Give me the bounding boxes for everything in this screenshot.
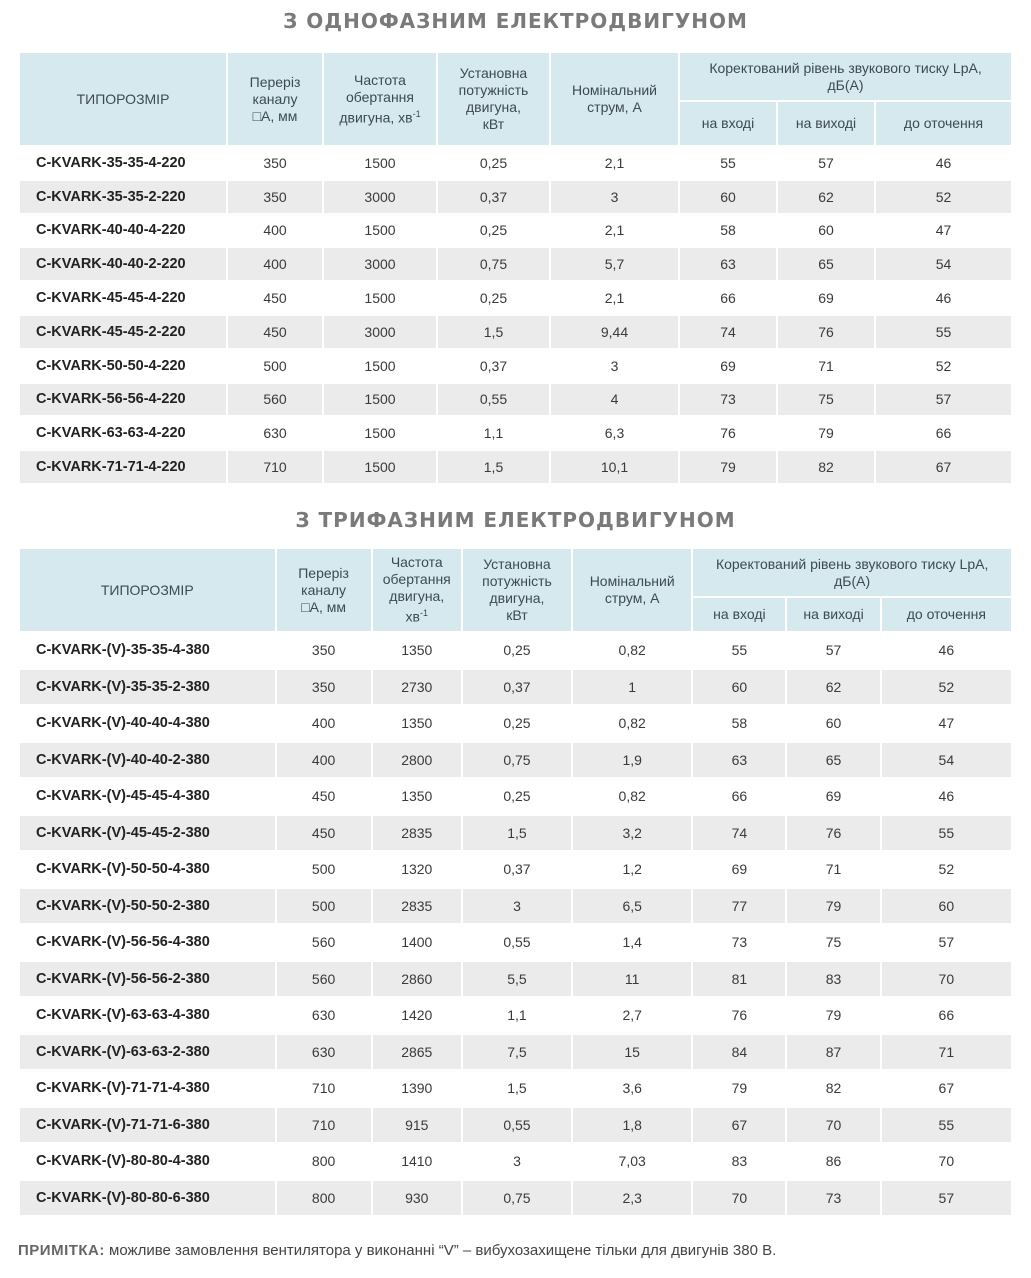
noise-inlet-cell: 58 bbox=[693, 706, 785, 743]
noise-outlet-cell: 86 bbox=[787, 1144, 879, 1181]
noise-inlet-cell: 81 bbox=[693, 962, 785, 999]
section-title-single-phase: З ОДНОФАЗНИМ ЕЛЕКТРОДВИГУНОМ bbox=[283, 9, 748, 33]
noise-outlet-cell: 76 bbox=[787, 816, 879, 853]
single-phase-spec-table bbox=[18, 53, 1013, 485]
header-noise-ambient: до оточення bbox=[876, 102, 1011, 147]
rotation-speed-cell: 1500 bbox=[324, 350, 436, 384]
motor-power-cell: 1,1 bbox=[438, 417, 549, 451]
header-rated-current: Номінальний струм, А bbox=[551, 53, 678, 147]
noise-inlet-cell: 74 bbox=[693, 816, 785, 853]
header-noise-inlet: на вході bbox=[680, 102, 776, 147]
motor-power-cell: 0,25 bbox=[463, 779, 571, 816]
rated-current-cell: 2,7 bbox=[573, 998, 691, 1035]
table-row bbox=[20, 417, 1011, 451]
noise-ambient-cell: 70 bbox=[882, 1144, 1011, 1181]
motor-power-cell: 0,55 bbox=[463, 1108, 571, 1145]
motor-power-cell: 0,37 bbox=[463, 852, 571, 889]
motor-power-cell: 0,75 bbox=[463, 743, 571, 780]
rated-current-cell: 2,3 bbox=[573, 1181, 691, 1218]
table-row bbox=[20, 962, 1011, 999]
table-row bbox=[20, 316, 1011, 350]
motor-power-cell: 0,37 bbox=[438, 350, 549, 384]
rotation-speed-cell: 2865 bbox=[373, 1035, 461, 1072]
model-cell: C-KVARK-(V)-35-35-4-380 bbox=[20, 633, 275, 670]
duct-section-cell: 800 bbox=[277, 1181, 371, 1218]
header-motor-power: Установна потужність двигуна, кВт bbox=[438, 53, 549, 147]
table-row bbox=[20, 1144, 1011, 1181]
motor-power-cell: 1,5 bbox=[463, 1071, 571, 1108]
noise-ambient-cell: 66 bbox=[882, 998, 1011, 1035]
duct-section-cell: 450 bbox=[228, 316, 322, 350]
duct-section-cell: 710 bbox=[277, 1108, 371, 1145]
header-duct-section: Переріз каналу □А, мм bbox=[277, 549, 371, 633]
rotation-speed-cell: 1350 bbox=[373, 706, 461, 743]
noise-outlet-cell: 79 bbox=[787, 998, 879, 1035]
model-cell: C-KVARK-63-63-4-220 bbox=[20, 417, 226, 451]
duct-section-cell: 350 bbox=[277, 633, 371, 670]
model-cell: C-KVARK-56-56-4-220 bbox=[20, 384, 226, 418]
model-cell: C-KVARK-(V)-35-35-2-380 bbox=[20, 670, 275, 707]
rotation-speed-cell: 2800 bbox=[373, 743, 461, 780]
noise-inlet-cell: 76 bbox=[680, 417, 776, 451]
rotation-speed-cell: 1350 bbox=[373, 633, 461, 670]
model-cell: C-KVARK-(V)-45-45-2-380 bbox=[20, 816, 275, 853]
duct-section-cell: 350 bbox=[228, 181, 322, 215]
table-row bbox=[20, 1108, 1011, 1145]
noise-ambient-cell: 46 bbox=[876, 282, 1011, 316]
noise-outlet-cell: 60 bbox=[778, 215, 874, 249]
table-row bbox=[20, 282, 1011, 316]
header-noise-outlet: на виході bbox=[778, 102, 874, 147]
rated-current-cell: 0,82 bbox=[573, 706, 691, 743]
model-cell: C-KVARK-(V)-63-63-4-380 bbox=[20, 998, 275, 1035]
duct-section-cell: 450 bbox=[277, 816, 371, 853]
duct-section-cell: 400 bbox=[277, 706, 371, 743]
noise-ambient-cell: 54 bbox=[876, 248, 1011, 282]
noise-ambient-cell: 55 bbox=[882, 816, 1011, 853]
noise-outlet-cell: 75 bbox=[787, 925, 879, 962]
footnote-text: можливе замовлення вентилятора у виконанні “V” – вибухозахищене тільки для двигунів 380 В. bbox=[104, 1242, 777, 1259]
model-cell: C-KVARK-(V)-71-71-4-380 bbox=[20, 1071, 275, 1108]
rotation-speed-cell: 2730 bbox=[373, 670, 461, 707]
noise-inlet-cell: 70 bbox=[693, 1181, 785, 1218]
model-cell: C-KVARK-35-35-4-220 bbox=[20, 147, 226, 181]
rotation-speed-cell: 1500 bbox=[324, 215, 436, 249]
duct-section-cell: 630 bbox=[228, 417, 322, 451]
noise-outlet-cell: 65 bbox=[787, 743, 879, 780]
noise-inlet-cell: 63 bbox=[693, 743, 785, 780]
duct-section-cell: 560 bbox=[277, 925, 371, 962]
noise-outlet-cell: 60 bbox=[787, 706, 879, 743]
duct-section-cell: 630 bbox=[277, 1035, 371, 1072]
motor-power-cell: 1,5 bbox=[438, 316, 549, 350]
noise-inlet-cell: 79 bbox=[693, 1071, 785, 1108]
motor-power-cell: 1,1 bbox=[463, 998, 571, 1035]
header-model: ТИПОРОЗМІР bbox=[20, 53, 226, 147]
rotation-speed-cell: 930 bbox=[373, 1181, 461, 1218]
noise-ambient-cell: 47 bbox=[882, 706, 1011, 743]
header-motor-power: Установна потужність двигуна, кВт bbox=[463, 549, 571, 633]
rated-current-cell: 3 bbox=[551, 350, 678, 384]
rated-current-cell: 6,3 bbox=[551, 417, 678, 451]
noise-ambient-cell: 52 bbox=[876, 350, 1011, 384]
model-cell: C-KVARK-71-71-4-220 bbox=[20, 451, 226, 485]
model-cell: C-KVARK-(V)-45-45-4-380 bbox=[20, 779, 275, 816]
noise-ambient-cell: 66 bbox=[876, 417, 1011, 451]
header-rotation-speed: Частота обертання двигуна, $хв^{-1}$ bbox=[324, 53, 436, 147]
rated-current-cell: 1,2 bbox=[573, 852, 691, 889]
noise-ambient-cell: 67 bbox=[882, 1071, 1011, 1108]
rotation-speed-cell: 1420 bbox=[373, 998, 461, 1035]
model-cell: C-KVARK-45-45-2-220 bbox=[20, 316, 226, 350]
rated-current-cell: 4 bbox=[551, 384, 678, 418]
noise-ambient-cell: 54 bbox=[882, 743, 1011, 780]
noise-inlet-cell: 69 bbox=[680, 350, 776, 384]
motor-power-cell: 5,5 bbox=[463, 962, 571, 999]
rotation-speed-cell: 915 bbox=[373, 1108, 461, 1145]
noise-outlet-cell: 71 bbox=[778, 350, 874, 384]
noise-ambient-cell: 60 bbox=[882, 889, 1011, 926]
rated-current-cell: 2,1 bbox=[551, 215, 678, 249]
rated-current-cell: 1,4 bbox=[573, 925, 691, 962]
noise-ambient-cell: 46 bbox=[876, 147, 1011, 181]
noise-outlet-cell: 62 bbox=[778, 181, 874, 215]
model-cell: C-KVARK-45-45-4-220 bbox=[20, 282, 226, 316]
header-noise-level: Коректований рівень звукового тиску LpA, дБ(А) bbox=[693, 549, 1011, 598]
motor-power-cell: 1,5 bbox=[463, 816, 571, 853]
duct-section-cell: 560 bbox=[277, 962, 371, 999]
noise-ambient-cell: 55 bbox=[876, 316, 1011, 350]
model-cell: C-KVARK-(V)-50-50-2-380 bbox=[20, 889, 275, 926]
noise-outlet-cell: 57 bbox=[778, 147, 874, 181]
model-cell: C-KVARK-40-40-4-220 bbox=[20, 215, 226, 249]
header-duct-section: Переріз каналу □А, мм bbox=[228, 53, 322, 147]
motor-power-cell: 7,5 bbox=[463, 1035, 571, 1072]
model-cell: C-KVARK-(V)-80-80-6-380 bbox=[20, 1181, 275, 1218]
noise-outlet-cell: 65 bbox=[778, 248, 874, 282]
header-noise-ambient: до оточення bbox=[882, 598, 1011, 633]
rotation-speed-cell: 2835 bbox=[373, 889, 461, 926]
rotation-speed-cell: 1350 bbox=[373, 779, 461, 816]
noise-ambient-cell: 70 bbox=[882, 962, 1011, 999]
model-cell: C-KVARK-40-40-2-220 bbox=[20, 248, 226, 282]
rated-current-cell: 0,82 bbox=[573, 779, 691, 816]
noise-outlet-cell: 79 bbox=[778, 417, 874, 451]
noise-inlet-cell: 58 bbox=[680, 215, 776, 249]
table-row bbox=[20, 451, 1011, 485]
motor-power-cell: 0,25 bbox=[438, 147, 549, 181]
model-cell: C-KVARK-(V)-40-40-4-380 bbox=[20, 706, 275, 743]
rotation-speed-cell: 2860 bbox=[373, 962, 461, 999]
model-cell: C-KVARK-35-35-2-220 bbox=[20, 181, 226, 215]
rotation-speed-cell: 1500 bbox=[324, 282, 436, 316]
noise-ambient-cell: 57 bbox=[882, 1181, 1011, 1218]
noise-outlet-cell: 82 bbox=[778, 451, 874, 485]
table-row bbox=[20, 215, 1011, 249]
table-row bbox=[20, 889, 1011, 926]
three-phase-spec-table bbox=[18, 549, 1013, 1217]
duct-section-cell: 450 bbox=[228, 282, 322, 316]
table-row bbox=[20, 743, 1011, 780]
noise-ambient-cell: 52 bbox=[882, 852, 1011, 889]
rotation-speed-cell: 1400 bbox=[373, 925, 461, 962]
noise-ambient-cell: 46 bbox=[882, 633, 1011, 670]
header-model: ТИПОРОЗМІР bbox=[20, 549, 275, 633]
rotation-speed-cell: 1500 bbox=[324, 384, 436, 418]
noise-outlet-cell: 57 bbox=[787, 633, 879, 670]
header-rated-current: Номінальний струм, А bbox=[573, 549, 691, 633]
noise-outlet-cell: 87 bbox=[787, 1035, 879, 1072]
rated-current-cell: 0,82 bbox=[573, 633, 691, 670]
model-cell: C-KVARK-(V)-56-56-4-380 bbox=[20, 925, 275, 962]
noise-inlet-cell: 83 bbox=[693, 1144, 785, 1181]
motor-power-cell: 0,55 bbox=[463, 925, 571, 962]
noise-ambient-cell: 67 bbox=[876, 451, 1011, 485]
noise-inlet-cell: 63 bbox=[680, 248, 776, 282]
table-row bbox=[20, 670, 1011, 707]
rated-current-cell: 10,1 bbox=[551, 451, 678, 485]
rated-current-cell: 2,1 bbox=[551, 147, 678, 181]
header-noise-level: Коректований рівень звукового тиску LpA, дБ(А) bbox=[680, 53, 1011, 102]
table-row bbox=[20, 1071, 1011, 1108]
motor-power-cell: 0,25 bbox=[438, 282, 549, 316]
duct-section-cell: 800 bbox=[277, 1144, 371, 1181]
duct-section-cell: 350 bbox=[228, 147, 322, 181]
rated-current-cell: 3,2 bbox=[573, 816, 691, 853]
rotation-speed-cell: 2835 bbox=[373, 816, 461, 853]
rotation-speed-cell: 3000 bbox=[324, 316, 436, 350]
duct-section-cell: 500 bbox=[228, 350, 322, 384]
duct-section-cell: 500 bbox=[277, 889, 371, 926]
rotation-speed-cell: 1500 bbox=[324, 147, 436, 181]
table-row bbox=[20, 1035, 1011, 1072]
noise-inlet-cell: 55 bbox=[693, 633, 785, 670]
noise-inlet-cell: 76 bbox=[693, 998, 785, 1035]
noise-inlet-cell: 77 bbox=[693, 889, 785, 926]
noise-outlet-cell: 79 bbox=[787, 889, 879, 926]
noise-ambient-cell: 52 bbox=[876, 181, 1011, 215]
noise-outlet-cell: 76 bbox=[778, 316, 874, 350]
noise-inlet-cell: 60 bbox=[680, 181, 776, 215]
noise-outlet-cell: 82 bbox=[787, 1071, 879, 1108]
rotation-speed-cell: 3000 bbox=[324, 181, 436, 215]
motor-power-cell: 1,5 bbox=[438, 451, 549, 485]
table-row bbox=[20, 350, 1011, 384]
noise-ambient-cell: 55 bbox=[882, 1108, 1011, 1145]
duct-section-cell: 350 bbox=[277, 670, 371, 707]
noise-outlet-cell: 62 bbox=[787, 670, 879, 707]
model-cell: C-KVARK-(V)-56-56-2-380 bbox=[20, 962, 275, 999]
duct-section-cell: 710 bbox=[277, 1071, 371, 1108]
rated-current-cell: 1,9 bbox=[573, 743, 691, 780]
noise-inlet-cell: 79 bbox=[680, 451, 776, 485]
motor-power-cell: 0,37 bbox=[463, 670, 571, 707]
noise-outlet-cell: 69 bbox=[787, 779, 879, 816]
noise-inlet-cell: 67 bbox=[693, 1108, 785, 1145]
rotation-speed-cell: 1500 bbox=[324, 451, 436, 485]
motor-power-cell: 3 bbox=[463, 889, 571, 926]
table-row bbox=[20, 925, 1011, 962]
rotation-speed-cell: 1500 bbox=[324, 417, 436, 451]
rated-current-cell: 6,5 bbox=[573, 889, 691, 926]
table-row bbox=[20, 384, 1011, 418]
noise-outlet-cell: 71 bbox=[787, 852, 879, 889]
motor-power-cell: 0,25 bbox=[438, 215, 549, 249]
model-cell: C-KVARK-(V)-40-40-2-380 bbox=[20, 743, 275, 780]
rotation-speed-cell: 1390 bbox=[373, 1071, 461, 1108]
table-row bbox=[20, 852, 1011, 889]
rated-current-cell: 3 bbox=[551, 181, 678, 215]
noise-ambient-cell: 71 bbox=[882, 1035, 1011, 1072]
noise-inlet-cell: 73 bbox=[680, 384, 776, 418]
rated-current-cell: 2,1 bbox=[551, 282, 678, 316]
motor-power-cell: 0,75 bbox=[463, 1181, 571, 1218]
rotation-speed-cell: 3000 bbox=[324, 248, 436, 282]
noise-outlet-cell: 73 bbox=[787, 1181, 879, 1218]
model-cell: C-KVARK-(V)-50-50-4-380 bbox=[20, 852, 275, 889]
duct-section-cell: 400 bbox=[277, 743, 371, 780]
rated-current-cell: 1,8 bbox=[573, 1108, 691, 1145]
duct-section-cell: 500 bbox=[277, 852, 371, 889]
rated-current-cell: 3,6 bbox=[573, 1071, 691, 1108]
motor-power-cell: 3 bbox=[463, 1144, 571, 1181]
footnote-label: ПРИМІТКА: bbox=[18, 1242, 105, 1259]
duct-section-cell: 710 bbox=[228, 451, 322, 485]
table-row bbox=[20, 633, 1011, 670]
noise-inlet-cell: 84 bbox=[693, 1035, 785, 1072]
motor-power-cell: 0,25 bbox=[463, 706, 571, 743]
rated-current-cell: 7,03 bbox=[573, 1144, 691, 1181]
noise-inlet-cell: 55 bbox=[680, 147, 776, 181]
noise-outlet-cell: 70 bbox=[787, 1108, 879, 1145]
motor-power-cell: 0,25 bbox=[463, 633, 571, 670]
noise-ambient-cell: 46 bbox=[882, 779, 1011, 816]
rated-current-cell: 1 bbox=[573, 670, 691, 707]
noise-outlet-cell: 83 bbox=[787, 962, 879, 999]
noise-inlet-cell: 69 bbox=[693, 852, 785, 889]
noise-inlet-cell: 74 bbox=[680, 316, 776, 350]
rated-current-cell: 9,44 bbox=[551, 316, 678, 350]
header-noise-inlet: на вході bbox=[693, 598, 785, 633]
table-row bbox=[20, 248, 1011, 282]
section-title-three-phase: З ТРИФАЗНИМ ЕЛЕКТРОДВИГУНОМ bbox=[295, 508, 736, 532]
noise-ambient-cell: 57 bbox=[876, 384, 1011, 418]
duct-section-cell: 450 bbox=[277, 779, 371, 816]
table-row bbox=[20, 816, 1011, 853]
table-row bbox=[20, 998, 1011, 1035]
noise-ambient-cell: 52 bbox=[882, 670, 1011, 707]
model-cell: C-KVARK-(V)-63-63-2-380 bbox=[20, 1035, 275, 1072]
noise-inlet-cell: 60 bbox=[693, 670, 785, 707]
model-cell: C-KVARK-(V)-80-80-4-380 bbox=[20, 1144, 275, 1181]
table-row bbox=[20, 1181, 1011, 1218]
rated-current-cell: 5,7 bbox=[551, 248, 678, 282]
noise-ambient-cell: 57 bbox=[882, 925, 1011, 962]
noise-ambient-cell: 47 bbox=[876, 215, 1011, 249]
motor-power-cell: 0,37 bbox=[438, 181, 549, 215]
duct-section-cell: 400 bbox=[228, 215, 322, 249]
noise-outlet-cell: 75 bbox=[778, 384, 874, 418]
model-cell: C-KVARK-50-50-4-220 bbox=[20, 350, 226, 384]
rated-current-cell: 11 bbox=[573, 962, 691, 999]
header-noise-outlet: на виході bbox=[787, 598, 879, 633]
rotation-speed-cell: 1410 bbox=[373, 1144, 461, 1181]
table-row bbox=[20, 779, 1011, 816]
duct-section-cell: 560 bbox=[228, 384, 322, 418]
table-row bbox=[20, 706, 1011, 743]
rated-current-cell: 15 bbox=[573, 1035, 691, 1072]
footnote bbox=[18, 1242, 776, 1259]
motor-power-cell: 0,75 bbox=[438, 248, 549, 282]
model-cell: C-KVARK-(V)-71-71-6-380 bbox=[20, 1108, 275, 1145]
table-row bbox=[20, 147, 1011, 181]
duct-section-cell: 630 bbox=[277, 998, 371, 1035]
noise-inlet-cell: 66 bbox=[693, 779, 785, 816]
duct-section-cell: 400 bbox=[228, 248, 322, 282]
rotation-speed-cell: 1320 bbox=[373, 852, 461, 889]
noise-inlet-cell: 73 bbox=[693, 925, 785, 962]
table-row bbox=[20, 181, 1011, 215]
noise-outlet-cell: 69 bbox=[778, 282, 874, 316]
header-rotation-speed: Частота обертання двигуна, $хв^{-1}$ bbox=[373, 549, 461, 633]
noise-inlet-cell: 66 bbox=[680, 282, 776, 316]
motor-power-cell: 0,55 bbox=[438, 384, 549, 418]
